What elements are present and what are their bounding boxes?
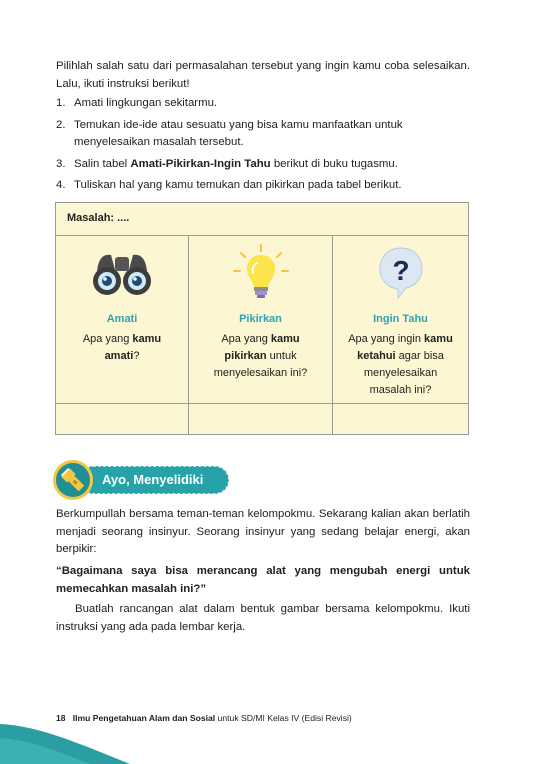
column-pikirkan: Pikirkan Apa yang kamu pikirkan untuk menyelesaikan ini? (189, 235, 333, 403)
section-heading: Ayo, Menyelidiki (53, 460, 231, 500)
intro-paragraph: Pilihlah salah satu dari permasalahan tersebut yang ingin kamu coba selesaikan. Lalu, ikuti instruksi berikut! (56, 60, 470, 90)
amati-pikirkan-table (55, 202, 469, 435)
list-item: 2. Temukan ide-ide atau sesuatu yang bisa kamu manfaatkan untuk menyelesaikan masalah tersebut. (56, 118, 403, 149)
flashlight-icon (56, 463, 90, 497)
column-amati: Amati Apa yang kamu amati? (56, 235, 189, 403)
lightbulb-icon (231, 243, 291, 301)
table-header: Masalah: .... (56, 203, 468, 236)
list-item: 3. Salin tabel Amati-Pikirkan-Ingin Tahu berikut di buku tugasmu. (56, 157, 398, 170)
body-paragraph: Buatlah rancangan alat dalam bentuk gambar bersama kelompokmu. Ikuti instruksi yang ada pada lembar kerja. (56, 603, 470, 633)
list-item: 1. Amati lingkungan sekitarmu. (56, 97, 218, 109)
decorative-wave (0, 704, 140, 764)
quote-paragraph: “Bagaimana saya bisa merancang alat yang mengubah energi untuk memecahkan masalah ini?” (56, 565, 470, 595)
instruction-list (56, 95, 470, 199)
column-ingin-tahu: ? Ingin Tahu Apa yang ingin kamu ketahui agar bisa menyelesaikan masalah ini? (333, 235, 468, 403)
blank-cell (333, 403, 468, 434)
binoculars-icon (89, 247, 155, 299)
list-item: 4. Tuliskan hal yang kamu temukan dan pikirkan pada tabel berikut. (56, 179, 402, 192)
blank-cell (189, 403, 333, 434)
svg-text:?: ? (391, 255, 410, 286)
body-paragraph: Berkumpullah bersama teman-teman kelompokmu. Sekarang kalian akan berlatih menjadi seorang insinyur. Seorang insinyur yang sedang belajar energi, akan berpikir: (56, 508, 470, 556)
page-footer: 18 Ilmu Pengetahuan Alam dan Sosial untuk SD/MI Kelas IV (Edisi Revisi) (56, 713, 352, 723)
question-bubble-icon (376, 245, 426, 301)
blank-cell (56, 403, 189, 434)
